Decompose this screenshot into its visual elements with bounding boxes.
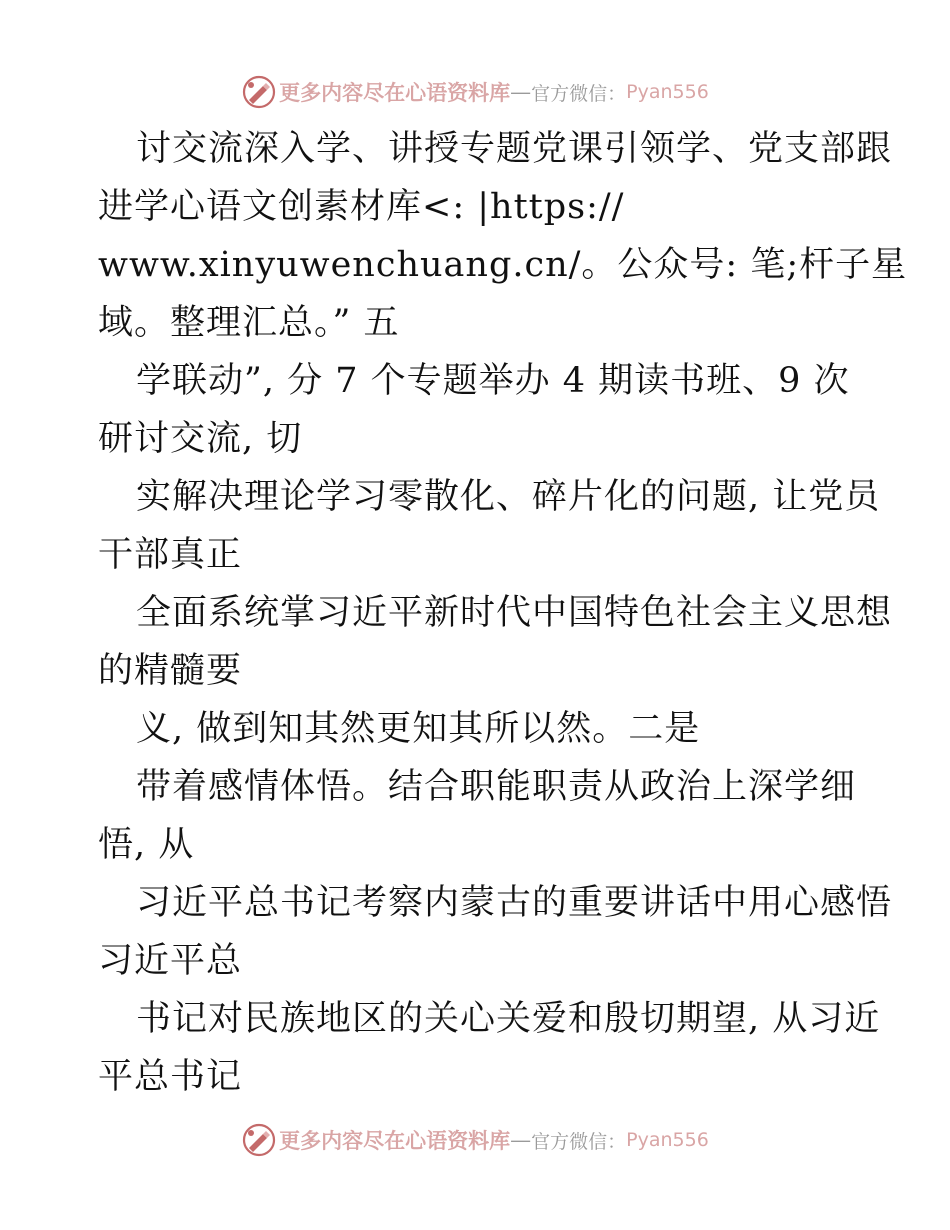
document-body — [98, 120, 908, 1106]
banner-dash: — — [510, 1128, 532, 1152]
banner-wechat-label: 官方微信： — [531, 1130, 627, 1153]
pen-logo-icon — [241, 1122, 277, 1158]
banner-wechat-id: Pyan556 — [626, 1129, 709, 1151]
header-banner — [0, 72, 950, 112]
text-line: 研讨交流, 切 — [98, 419, 303, 459]
banner-promo-text: 更多内容尽在心语资料库 — [279, 80, 511, 105]
text-line: 习近平总 — [98, 941, 243, 981]
text-line: 的精髓要 — [98, 651, 243, 691]
text-line: 义, 做到知其然更知其所以然。二是 — [136, 709, 701, 749]
text-line: 域。整理汇总。” 五 — [98, 303, 400, 343]
pen-logo-icon — [241, 74, 277, 110]
banner-wechat-id: Pyan556 — [626, 81, 709, 103]
text-line: 书记对民族地区的关心关爱和殷切期望, 从习近 — [136, 999, 881, 1039]
text-line: 悟, 从 — [98, 825, 195, 865]
footer-banner — [0, 1120, 950, 1160]
text-line: 实解决理论学习零散化、碎片化的问题, 让党员 — [136, 477, 881, 517]
text-line: 平总书记 — [98, 1057, 243, 1097]
text-line: 讨交流深入学、讲授专题党课引领学、党支部跟 — [136, 129, 893, 169]
text-line: 干部真正 — [98, 535, 243, 575]
text-line: www.xinyuwenchuang.cn/。公众号: 笔;杆子星 — [98, 245, 908, 285]
text-line: 进学心语文创素材库<: |https:// — [98, 187, 625, 227]
text-line: 全面系统掌习近平新时代中国特色社会主义思想 — [136, 593, 893, 633]
banner-dash: — — [510, 80, 532, 104]
text-line: 学联动”, 分 7 个专题举办 4 期读书班、9 次 — [136, 361, 850, 401]
banner-promo-text: 更多内容尽在心语资料库 — [279, 1128, 511, 1153]
banner-wechat-label: 官方微信： — [531, 82, 627, 105]
text-line: 习近平总书记考察内蒙古的重要讲话中用心感悟 — [136, 883, 893, 923]
text-line: 带着感情体悟。结合职能职责从政治上深学细 — [136, 767, 857, 807]
